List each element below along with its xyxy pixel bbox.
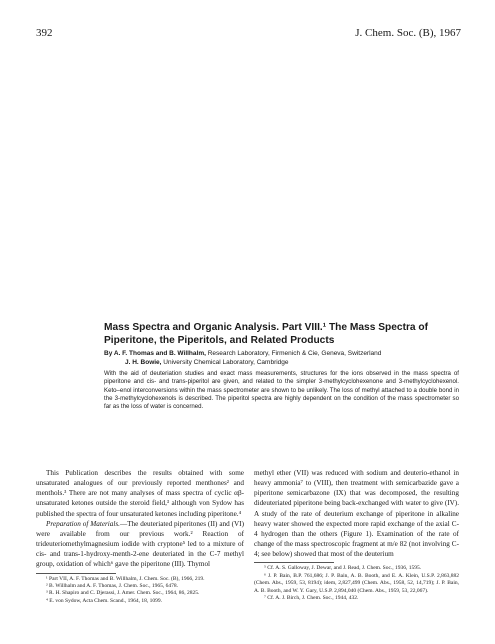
author-names-1: By A. F. Thomas and B. Willhalm, [104, 350, 206, 357]
author-line-1 [104, 349, 464, 358]
author-affiliation-2: University Chemical Laboratory, Cambridge [163, 359, 289, 366]
footnote: ² B. Willhalm and A. F. Thomas, J. Chem. Soc., 1965, 6478. [46, 582, 179, 589]
footnote: ¹ Part VII, A. F. Thomas and B. Willhalm, J. Chem. Soc. (B), 1966, 219. [46, 575, 205, 582]
body-paragraph: methyl ether (VII) was reduced with sodium and deuterio-ethanol in heavy ammonia⁷ to (VIII), then treatment with semicarbazide gave a piperitone semicarbazone (IX) that was decomposed, the resulting dideuteriated piperitone being back-exchanged with water to give (IV). A study of the rate of deuterium exchange of piperitone in alkaline heavy water showed the expected more rapid exchange of the axial C-4 hydrogen than the others (Figure 1). Examination of the rate of change of the mass spectroscopic fragment at m/e 82 (not involving C-4; see below) showed that most of the deuterium [254, 469, 459, 559]
author-names-2: J. H. Bowie, [125, 359, 162, 366]
body-paragraph: This Publication describes the results obtained with some unsaturated analogues of our previously reported menthones² and menthols.³ There are not many analyses of mass spectra of cyclic αβ-unsaturated ketones outside the steroid field,³ although von Sydow has published the spectra of four unsaturated ketones including piperitone.⁴ [36, 469, 244, 518]
page-number: 392 [36, 27, 53, 39]
footnote: ⁷ Cf. A. J. Birch, J. Chem. Soc., 1944, 432. [264, 595, 359, 602]
footnote: ⁴ E. von Sydow, Acta Chem. Scand., 1964, 18, 1099. [46, 597, 162, 604]
body-column-left [36, 468, 244, 605]
article-title: Mass Spectra and Organic Analysis. Part VIII.¹ The Mass Spectra of Piperitone, the Piperitols, and Related Products [104, 322, 429, 346]
author-affiliation-1: Research Laboratory, Firmenich & Cie, Geneva, Switzerland [207, 350, 382, 357]
footnote: ⁶ J. P. Bain, B.P. 761,686; J. P. Bain, A. B. Booth, and E. A. Klein, U.S.P. 2,863,882 (Chem. Abs., 1959, 53, 8194); idem, 2,827,499 (Chem. Abs., 1958, 52, 14,719); J. P. Bain, A. B. Booth, and W. Y. Gary, U.S.P. 2,894,040 (Chem. Abs., 1959, 53, 22,067). [254, 572, 459, 594]
footnote: ⁵ Cf. A. S. Galloway, J. Dewar, and J. Read, J. Chem. Soc., 1936, 1595. [264, 565, 422, 572]
body-paragraph [36, 519, 244, 570]
footnote: ³ R. H. Shapiro and C. Djerassi, J. Amer. Chem. Soc., 1964, 86, 2825. [46, 590, 200, 597]
footnote-divider [36, 573, 116, 574]
journal-header: J. Chem. Soc. (B), 1967 [355, 27, 461, 39]
abstract: With the aid of deuteriation studies and exact mass measurements, structures for the ions observed in the mass spectra of piperitone and cis- and trans-piperitol are given, and related to the simpler 3-methylcyclohexenone and 3-methylcyclohexenol. Keto–enol interconversions within the mass spectrometer are shown to be unlikely. The loss of methyl attached to a double bond in the 3-methylcyclohexenols is described. The piperitol spectra are highly dependent on the condition of the mass spectrometer so far as the loss of water is concerned. [104, 370, 459, 411]
author-line-2 [104, 358, 464, 367]
section-heading: Preparation of Materials. [46, 519, 120, 528]
body-column-right [254, 468, 459, 602]
body-paragraph-text: —The deuteriated piperitones (II) and (VI) were available from our previous work.² Reaction of trideuteriomethylmagnesium iodide with cryptone⁵ led to a mixture of cis- and trans-1-hydroxy-menth-2-ene deuteriated in the C-7 methyl group, oxidation of which⁶ gave the piperitone (III). Thymol [36, 519, 244, 569]
footnote-divider [254, 562, 334, 563]
authors-block [104, 349, 464, 367]
